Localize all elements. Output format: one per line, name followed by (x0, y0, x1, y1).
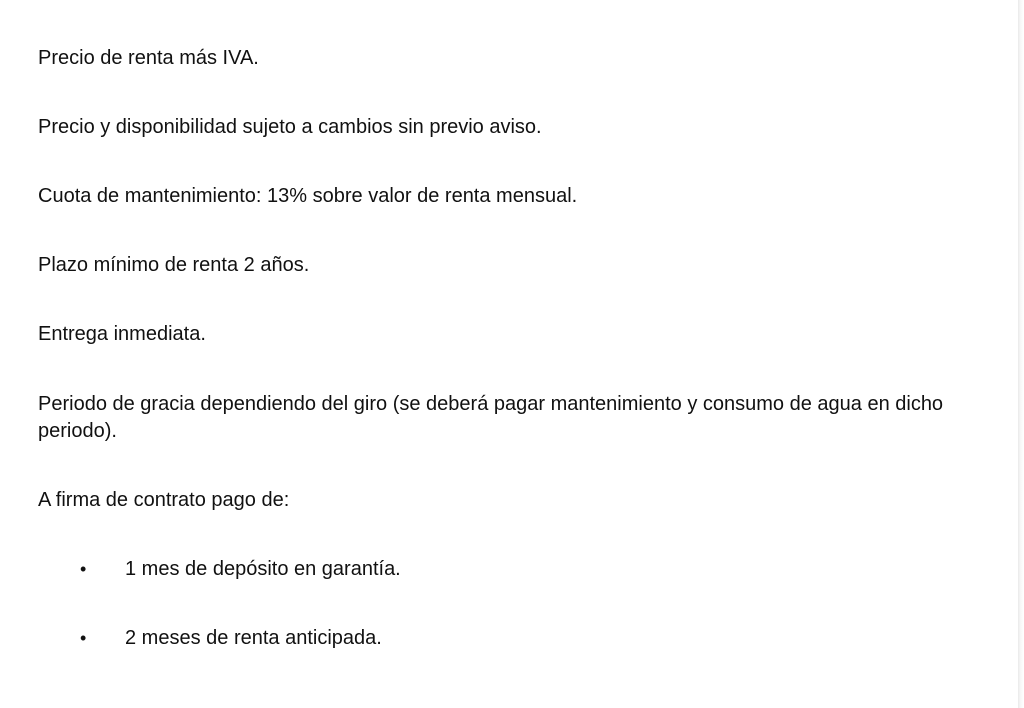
paragraph-grace-period: Periodo de gracia dependiendo del giro (se deberá pagar mantenimiento y consumo de agua en dicho periodo). (38, 393, 944, 442)
paragraph-price-availability: Precio y disponibilidad sujeto a cambios sin previo aviso. (38, 116, 542, 138)
bullet-icon: • (80, 628, 87, 648)
list-item-text: 2 meses de renta anticipada. (125, 627, 382, 649)
paragraph-maintenance-fee: Cuota de mantenimiento: 13% sobre valor de renta mensual. (38, 185, 578, 207)
paragraph-rent-price: Precio de renta más IVA. (38, 47, 259, 69)
list-item (80, 625, 382, 652)
paragraph-delivery: Entrega inmediata. (38, 323, 206, 345)
bullet-icon: • (80, 559, 87, 579)
paragraph-minimum-term: Plazo mínimo de renta 2 años. (38, 254, 310, 276)
list-item-text: 1 mes de depósito en garantía. (125, 558, 401, 580)
paragraph-contract-payment: A firma de contrato pago de: (38, 489, 290, 511)
page-edge-shadow (1018, 0, 1024, 708)
list-item (80, 556, 401, 583)
